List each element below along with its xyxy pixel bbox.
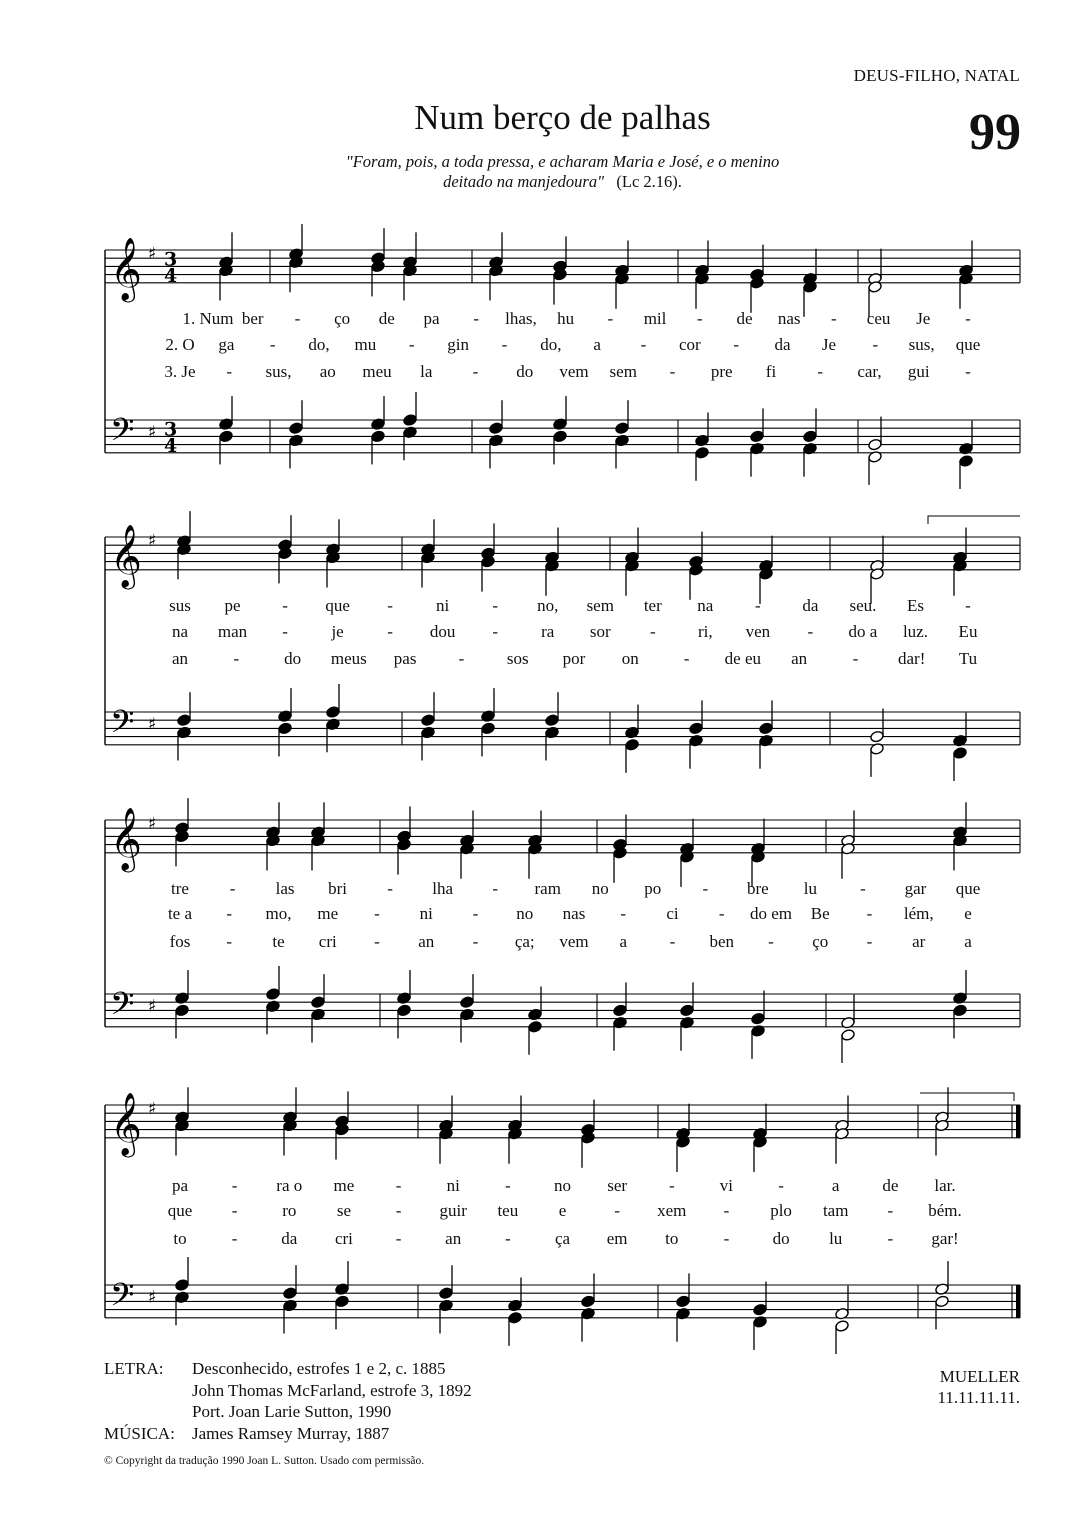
lyric-syllable: bri: [328, 879, 348, 898]
lyric-syllable: pa: [423, 309, 440, 328]
lyric-syllable: luz.: [902, 622, 928, 641]
lyric-syllable: te: [272, 932, 285, 951]
bass-note: [278, 722, 293, 735]
lyric-syllable: tre: [171, 879, 189, 898]
tenor-note: [289, 422, 304, 435]
lyric-syllable: Be: [810, 904, 830, 923]
lyric-syllable: -: [778, 1176, 784, 1195]
lyric-syllable: no: [591, 879, 609, 898]
sharp-icon: ♯: [148, 422, 157, 443]
lyric-syllable: -: [269, 335, 276, 354]
lyric-syllable: -: [607, 309, 614, 328]
lyric-syllable: e: [558, 1201, 567, 1220]
treble-clef-icon: 𝄞: [110, 806, 142, 870]
tenor-note: [439, 1287, 454, 1300]
epigraph-reference: (Lc 2.16).: [616, 172, 682, 191]
lyric-syllable: -: [866, 904, 873, 923]
lyric-syllable: -: [472, 904, 479, 923]
sharp-icon: ♯: [148, 244, 157, 265]
lyric-syllable: ni: [446, 1176, 460, 1195]
lyric-syllable: -: [395, 1201, 402, 1220]
lyric-syllable: que: [955, 335, 981, 354]
lyric-syllable: vem: [559, 362, 589, 381]
musica-line: James Ramsey Murray, 1887: [192, 1423, 390, 1443]
final-barline: [1016, 1105, 1020, 1138]
lyric-syllable: se: [336, 1201, 352, 1220]
lyric-syllable: -: [458, 649, 465, 668]
lyric-syllable: -: [723, 1201, 730, 1220]
bass-note: [175, 1004, 190, 1017]
lyric-syllable: de: [378, 309, 395, 328]
bass-note: [397, 1004, 412, 1017]
lyric-syllable: do: [516, 362, 534, 381]
lyric-syllable: -: [492, 879, 499, 898]
lyric-syllable: on: [621, 649, 639, 668]
tenor-note: [581, 1295, 596, 1308]
sharp-icon: ♯: [148, 1287, 157, 1308]
lyric-syllable: no,: [537, 596, 559, 615]
lyric-syllable: gar: [904, 879, 927, 898]
lyric-syllable: -: [860, 879, 866, 898]
tenor-note: [803, 430, 818, 443]
time-signature-top: 3: [164, 418, 178, 441]
lyric-syllable: -: [696, 309, 703, 328]
lyric-syllable: -: [723, 1229, 730, 1248]
lyric-syllable: que: [325, 596, 350, 615]
bass-note: [841, 1029, 856, 1042]
lyric-syllable: do: [772, 1229, 790, 1248]
lyric-syllable: em: [606, 1229, 628, 1248]
lyric-syllable: por: [562, 649, 586, 668]
bass-note: [553, 430, 568, 443]
tune-info: [938, 1366, 1020, 1408]
hymn-category: DEUS-FILHO, NATAL: [853, 66, 1020, 85]
lyric-syllable: ceu: [866, 309, 891, 328]
lyric-syllable: gin: [447, 335, 469, 354]
tenor-note: [177, 714, 192, 727]
tenor-note: [613, 1004, 628, 1017]
bass-note: [508, 1311, 523, 1324]
time-signature-bottom: 4: [164, 264, 178, 287]
lyric-syllable: plo: [770, 1201, 792, 1220]
credits: [104, 1358, 472, 1444]
bass-clef-icon: 𝄢: [110, 703, 135, 748]
tenor-note: [750, 430, 765, 443]
copyright-notice: © Copyright da tradução 1990 Joan L. Sutton. Usado com permissão.: [104, 1455, 425, 1467]
lyric-syllable: -: [233, 649, 240, 668]
lyric-syllable: -: [733, 335, 740, 354]
lyric-syllable: de eu: [724, 649, 762, 668]
lyric-syllable: bém.: [928, 1201, 962, 1220]
lyric-syllable: ço: [334, 309, 351, 328]
lyric-syllable: -: [408, 335, 415, 354]
bass-note: [953, 1004, 968, 1017]
lyric-syllable: lhas,: [505, 309, 537, 328]
sharp-icon: ♯: [148, 996, 157, 1017]
lyric-syllable: -: [501, 335, 508, 354]
lyric-syllable: nas: [562, 904, 586, 923]
lyric-syllable: an: [171, 649, 189, 668]
lyric-syllable: -: [231, 1229, 238, 1248]
lyric-syllable: lha: [432, 879, 454, 898]
lyric-syllable: sus,: [265, 362, 292, 381]
lyric-syllable: meu: [362, 362, 392, 381]
lyric-syllable: -: [831, 309, 837, 328]
lyric-syllable: ci: [666, 904, 679, 923]
lyric-syllable: da: [774, 335, 791, 354]
epigraph-quote: "Foram, pois, a toda pressa, e acharam Maria e José, e o menino: [345, 152, 780, 171]
lyric-syllable: -: [226, 932, 233, 951]
lyric-syllable: ni: [436, 596, 450, 615]
lyric-syllable: ter: [643, 596, 662, 615]
lyric-syllable: mu: [354, 335, 377, 354]
lyric-syllable: an: [791, 649, 808, 668]
meter: 11.11.11.11.: [937, 1388, 1020, 1407]
lyric-syllable: ra o: [276, 1176, 303, 1195]
lyric-syllable: -: [668, 1176, 675, 1195]
lyric-syllable: -: [387, 622, 393, 641]
lyric-syllable: ro: [282, 1201, 297, 1220]
lyric-syllable: -: [505, 1229, 511, 1248]
lyric-syllable: meus: [330, 649, 367, 668]
tenor-note: [545, 714, 560, 727]
lyric-syllable: vem: [559, 932, 589, 951]
lyric-syllable: -: [231, 1201, 238, 1220]
lyric-syllable: -: [887, 1201, 894, 1220]
lyric-syllable: ber: [241, 309, 264, 328]
lyric-syllable: ven: [745, 622, 771, 641]
tenor-note: [680, 1004, 695, 1017]
lyric-syllable: no: [554, 1176, 571, 1195]
lyric-syllable: to: [173, 1229, 187, 1248]
bass-note: [959, 455, 974, 468]
lyric-syllable: de: [736, 309, 753, 328]
lyric-syllable: Eu: [958, 622, 978, 641]
lyric-syllable: -: [374, 904, 380, 923]
lyric-syllable: ri,: [698, 622, 713, 641]
lyric-syllable: Es: [906, 596, 924, 615]
lyric-syllable: vi: [719, 1176, 734, 1195]
treble-clef-icon: 𝄞: [110, 523, 142, 587]
lyric-syllable: -: [226, 362, 233, 381]
lyric-syllable: nas: [777, 309, 801, 328]
lyric-syllable: me: [333, 1176, 355, 1195]
epigraph-quote-2: deitado na manjedoura": [443, 172, 604, 191]
lyric-syllable: guir: [439, 1201, 467, 1220]
lyric-syllable: -: [965, 362, 971, 381]
tenor-note: [283, 1287, 298, 1300]
lyric-syllable: Je: [916, 309, 931, 328]
lyric-syllable: sor: [589, 622, 611, 641]
bass-clef-icon: 𝄢: [110, 985, 135, 1030]
bass-note: [935, 1295, 950, 1308]
tenor-note: [689, 722, 704, 735]
lyric-syllable: je: [331, 622, 344, 641]
bass-note: [953, 747, 968, 760]
lyric-syllable: car,: [857, 362, 882, 381]
lyric-syllable: pas: [393, 649, 417, 668]
lyric-syllable: las: [275, 879, 295, 898]
lyric-syllable: na: [697, 596, 714, 615]
lyric-syllable: Je: [821, 335, 837, 354]
tenor-note: [460, 996, 475, 1009]
lyric-syllable: bre: [747, 879, 769, 898]
bass-clef-icon: 𝄢: [110, 1276, 135, 1321]
lyric-syllable: ça;: [514, 932, 535, 951]
lyric-syllable: sos: [506, 649, 529, 668]
lyric-syllable: -: [473, 309, 480, 328]
lyric-syllable: -: [505, 1176, 511, 1195]
lyric-syllable: an: [445, 1229, 462, 1248]
lyric-syllable: pre: [710, 362, 733, 381]
letra-line-1: Desconhecido, estrofes 1 e 2, c. 1885: [192, 1359, 446, 1378]
lyric-syllable: do,: [308, 335, 330, 354]
lyric-syllable: a: [593, 335, 601, 354]
lyric-syllable: de: [882, 1176, 899, 1195]
lyric-syllable: lar.: [934, 1176, 956, 1195]
time-signature-top: 3: [164, 248, 178, 271]
lyric-syllable: fos: [169, 932, 191, 951]
bass-note: [625, 738, 640, 751]
lyric-syllable: pe: [224, 596, 241, 615]
bass-note: [219, 430, 234, 443]
lyric-syllable: -: [817, 362, 824, 381]
lyric-syllable: -: [768, 932, 774, 951]
bass-note: [371, 430, 386, 443]
lyric-syllable: no: [516, 904, 534, 923]
lyric-syllable: fi: [765, 362, 777, 381]
lyric-syllable: me: [317, 904, 339, 923]
lyric-syllable: lu: [803, 879, 818, 898]
lyric-syllable: a: [964, 932, 972, 951]
lyric-syllable: na: [171, 622, 189, 641]
letra-label: LETRA:: [104, 1359, 164, 1378]
letra-line-2: John Thomas McFarland, estrofe 3, 1892: [192, 1380, 472, 1400]
lyric-syllable: ser: [607, 1176, 628, 1195]
musica-label: MÚSICA:: [104, 1423, 175, 1443]
sharp-icon: ♯: [148, 1099, 157, 1120]
lyric-syllable: 2. O: [165, 335, 195, 354]
tenor-note: [489, 422, 504, 435]
lyric-syllable: ao: [319, 362, 336, 381]
lyric-syllable: te a: [167, 904, 193, 923]
lyric-syllable: dou: [429, 622, 456, 641]
lyric-syllable: -: [472, 932, 479, 951]
treble-clef-icon: 𝄞: [110, 1091, 142, 1155]
lyric-syllable: gui: [907, 362, 930, 381]
lyric-syllable: -: [640, 335, 647, 354]
lyric-syllable: mo,: [265, 904, 292, 923]
lyric-syllable: -: [229, 879, 236, 898]
tenor-note: [870, 730, 885, 743]
lyric-syllable: ram: [534, 879, 561, 898]
bass-clef-icon: 𝄢: [110, 411, 135, 456]
lyric-syllable: xem: [657, 1201, 687, 1220]
lyric-syllable: -: [669, 932, 676, 951]
tenor-note: [751, 1012, 766, 1025]
lyric-syllable: teu: [497, 1201, 519, 1220]
lyric-syllable: -: [649, 622, 656, 641]
lyric-syllable: ni: [419, 904, 433, 923]
sharp-icon: ♯: [148, 531, 157, 552]
lyric-syllable: po: [644, 879, 662, 898]
lyric-syllable: -: [294, 309, 301, 328]
lyric-syllable: -: [231, 1176, 238, 1195]
lyric-syllable: to: [665, 1229, 679, 1248]
lyric-syllable: -: [669, 362, 676, 381]
bass-note: [335, 1295, 350, 1308]
lyric-syllable: ça: [554, 1229, 571, 1248]
tenor-note: [676, 1295, 691, 1308]
treble-clef-icon: 𝄞: [110, 236, 142, 300]
lyric-syllable: ço: [812, 932, 829, 951]
lyric-syllable: ga: [218, 335, 235, 354]
tenor-note: [311, 996, 326, 1009]
lyric-syllable: -: [965, 596, 971, 615]
lyric-syllable: -: [718, 904, 725, 923]
lyric-syllable: do,: [540, 335, 562, 354]
lyric-syllable: que: [955, 879, 981, 898]
lyric-syllable: a: [831, 1176, 840, 1195]
lyric-syllable: man: [217, 622, 248, 641]
bracket: [920, 1093, 1014, 1101]
lyric-syllable: sus,: [908, 335, 935, 354]
lyric-syllable: dar!: [898, 649, 926, 668]
lyric-syllable: Tu: [958, 649, 978, 668]
lyric-syllable: -: [387, 879, 393, 898]
lyric-syllable: -: [492, 622, 499, 641]
lyric-syllable: seu.: [849, 596, 877, 615]
lyric-syllable: -: [395, 1229, 402, 1248]
lyric-syllable: -: [387, 596, 393, 615]
bass-note: [695, 446, 710, 459]
lyric-syllable: e: [964, 904, 972, 923]
lyric-syllable: da: [802, 596, 819, 615]
lyric-syllable: do em: [749, 904, 793, 923]
lyric-syllable: -: [374, 932, 380, 951]
lyric-syllable: -: [702, 879, 709, 898]
tenor-note: [403, 414, 418, 427]
lyric-syllable: -: [614, 1201, 620, 1220]
lyric-syllable: ra: [541, 622, 555, 641]
lyric-syllable: do: [284, 649, 302, 668]
lyric-syllable: 3. Je: [164, 362, 196, 381]
lyric-syllable: do a: [848, 622, 878, 641]
lyric-syllable: lém,: [903, 904, 934, 923]
lyric-syllable: mil: [643, 309, 667, 328]
final-barline: [1016, 1285, 1020, 1318]
sharp-icon: ♯: [148, 814, 157, 835]
lyric-syllable: -: [807, 622, 814, 641]
lyric-syllable: an: [418, 932, 435, 951]
lyric-syllable: ben: [709, 932, 735, 951]
lyric-syllable: que: [167, 1201, 193, 1220]
lyric-syllable: sem: [586, 596, 614, 615]
lyric-syllable: -: [755, 596, 761, 615]
lyric-syllable: 1. Num: [182, 309, 234, 328]
lyric-syllable: da: [281, 1229, 298, 1248]
lyric-syllable: sus: [169, 596, 191, 615]
lyric-syllable: lu: [829, 1229, 843, 1248]
tune-name: MUELLER: [939, 1367, 1020, 1386]
lyric-syllable: -: [683, 649, 690, 668]
lyric-syllable: -: [852, 649, 859, 668]
lyric-syllable: -: [226, 904, 233, 923]
lyric-syllable: -: [492, 596, 499, 615]
bass-note: [528, 1020, 543, 1033]
sharp-icon: ♯: [148, 714, 157, 735]
lyric-syllable: -: [395, 1176, 402, 1195]
lyric-syllable: cor: [679, 335, 701, 354]
lyric-syllable: -: [866, 932, 873, 951]
time-signature-bottom: 4: [164, 434, 178, 457]
lyric-syllable: cri: [318, 932, 337, 951]
tenor-note: [615, 422, 630, 435]
lyric-syllable: -: [282, 622, 288, 641]
tenor-note: [175, 1279, 190, 1292]
lyric-syllable: -: [620, 904, 627, 923]
bass-note: [481, 722, 496, 735]
lyric-syllable: cri: [334, 1229, 353, 1248]
tenor-note: [753, 1303, 768, 1316]
bracket: [928, 516, 1020, 524]
letra-line-3: Port. Joan Larie Sutton, 1990: [192, 1402, 392, 1421]
lyric-syllable: -: [872, 335, 879, 354]
lyric-syllable: hu: [557, 309, 575, 328]
tenor-note: [759, 722, 774, 735]
lyric-syllable: -: [965, 309, 971, 328]
tenor-note: [266, 988, 281, 1001]
lyric-syllable: -: [887, 1229, 894, 1248]
lyric-syllable: la: [420, 362, 433, 381]
lyric-syllable: gar!: [931, 1229, 959, 1248]
bass-note: [835, 1320, 850, 1333]
hymn-number: 99: [969, 104, 1021, 161]
hymn-title: Num berço de palhas: [414, 98, 711, 137]
tenor-note: [326, 706, 341, 719]
lyric-syllable: -: [282, 596, 288, 615]
tenor-note: [868, 438, 883, 451]
tenor-note: [421, 714, 436, 727]
lyric-syllable: ar: [912, 932, 926, 951]
lyric-syllable: tam: [822, 1201, 849, 1220]
lyric-syllable: a: [619, 932, 628, 951]
lyric-syllable: sem: [609, 362, 637, 381]
lyric-syllable: -: [472, 362, 479, 381]
lyric-syllable: pa: [171, 1176, 189, 1195]
